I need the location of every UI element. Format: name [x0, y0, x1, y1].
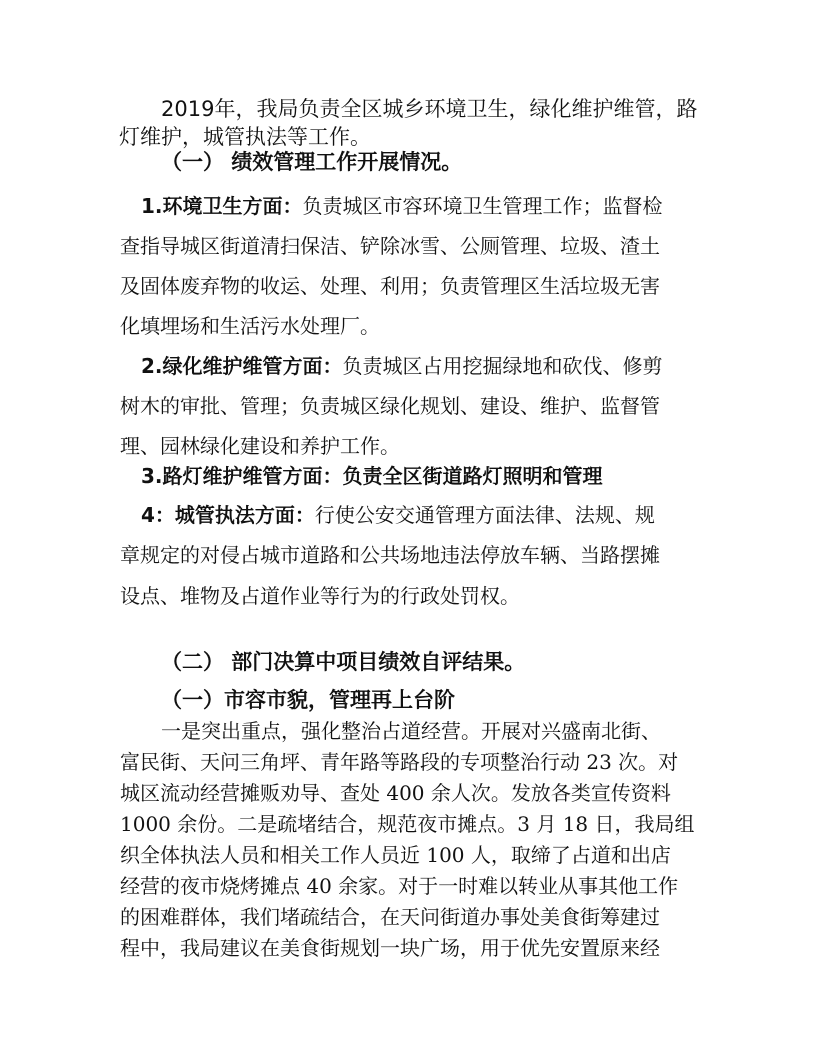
body-line-4: 1000 余份。二是疏堵结合，规范夜市摊点。3 月 18 日，我局组 [120, 812, 695, 836]
intro-line-1: 2019年，我局负责全区城乡环境卫生，绿化维护维管，路 [161, 97, 698, 121]
item-1-text-1: 负责城区市容环境卫生管理工作；监督检 [302, 194, 663, 218]
body-line-1: 一是突出重点，强化整治占道经营。开展对兴盛南北街、 [161, 719, 661, 743]
body-line-6: 经营的夜市烧烤摊点 40 余家。对于一时难以转业从事其他工作 [120, 874, 679, 898]
item-2-label: 2.绿化维护维管方面： [141, 354, 343, 378]
item-2-text-1: 负责城区占用挖掘绿地和砍伐、修剪 [342, 354, 663, 378]
item-3-line-1: 3.路灯维护维管方面：负责全区街道路灯照明和管理 [141, 464, 603, 488]
item-4-label: 4：城管执法方面： [141, 503, 315, 527]
item-4-line-2: 章规定的对侵占城市道路和公共场地违法停放车辆、当路摆摊 [120, 543, 660, 567]
section-1-heading: （一） 绩效管理工作开展情况。 [161, 150, 463, 174]
item-1-line-4: 化填埋场和生活污水处理厂。 [120, 314, 380, 338]
body-line-3: 城区流动经营摊贩劝导、查处 400 余人次。发放各类宣传资料 [120, 781, 671, 805]
body-line-7: 的困难群体，我们堵疏结合，在天问街道办事处美食街筹建过 [120, 905, 660, 929]
item-1-label: 1.环境卫生方面： [141, 194, 303, 218]
item-4-line-1 [141, 505, 655, 525]
item-2-line-3: 理、园林绿化建设和养护工作。 [120, 434, 400, 458]
item-4-text-1: 行使公安交通管理方面法律、法规、规 [314, 503, 655, 527]
subsection-1-heading: （一）市容市貌，管理再上台阶 [161, 688, 455, 712]
intro-line-2: 灯维护，城管执法等工作。 [119, 125, 371, 149]
item-2-line-2: 树木的审批、管理；负责城区绿化规划、建设、维护、监督管 [120, 394, 660, 418]
item-1-line-2: 查指导城区街道清扫保洁、铲除冰雪、公厕管理、垃圾、渣土 [120, 234, 660, 258]
item-1-line-3: 及固体废弃物的收运、处理、利用；负责管理区生活垃圾无害 [120, 274, 660, 298]
body-line-2: 富民街、天问三角坪、青年路等路段的专项整治行动 23 次。对 [120, 750, 679, 774]
body-line-5: 织全体执法人员和相关工作人员近 100 人，取缔了占道和出店 [120, 843, 671, 867]
item-4-line-3: 设点、堆物及占道作业等行为的行政处罚权。 [120, 584, 520, 608]
item-2-line-1 [141, 356, 663, 376]
section-2-heading: （二） 部门决算中项目绩效自评结果。 [161, 650, 526, 674]
item-1-line-1 [141, 196, 663, 216]
body-line-8: 程中，我局建议在美食街规划一块广场，用于优先安置原来经 [120, 936, 660, 960]
